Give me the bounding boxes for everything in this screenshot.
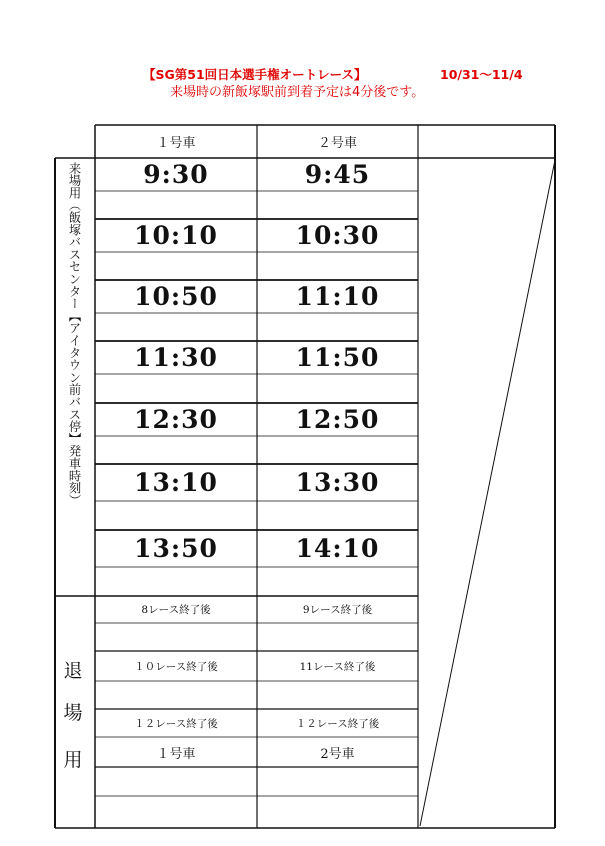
- departure-time-bus1: 13:10: [134, 468, 218, 497]
- departure-time-bus1: 12:30: [134, 405, 218, 434]
- arrival-section-label: 来場用（飯塚バスセンター【アイタウン前バス停】発車時刻）: [67, 162, 81, 507]
- departure-time-bus2: 11:50: [295, 343, 380, 372]
- arrival-note: 来場時の新飯塚駅前到着予定は4分後です。: [170, 85, 425, 100]
- event-title: 【SG第51回日本選手権オートレース】: [143, 67, 367, 82]
- exit-label-char: 用: [63, 749, 83, 771]
- exit-after-race-bus2: 11レース終了後: [299, 660, 376, 673]
- exit-label-char: 退: [63, 660, 83, 682]
- departure-time-bus2: 14:10: [295, 534, 380, 563]
- exit-bus1-label: １号車: [156, 746, 196, 762]
- departure-time-bus2: 11:10: [295, 282, 380, 311]
- departure-time-bus2: 12:50: [295, 405, 380, 434]
- col-header-bus2: ２号車: [317, 136, 357, 151]
- departure-time-bus1: 9:30: [143, 160, 209, 189]
- departure-time-bus1: 10:50: [134, 282, 218, 311]
- departure-time-bus1: 13:50: [134, 534, 218, 563]
- departure-time-bus1: 10:10: [134, 221, 218, 250]
- exit-bus2-label: 2号車: [320, 746, 355, 762]
- exit-after-race-bus2: 9レース終了後: [302, 604, 373, 616]
- exit-label-char: 場: [63, 702, 83, 724]
- event-dates: 10/31～11/4: [440, 67, 523, 82]
- departure-time-bus2: 13:30: [295, 468, 380, 497]
- departure-time-bus1: 11:30: [134, 343, 218, 372]
- col-header-bus1: １号車: [156, 136, 196, 151]
- exit-after-race-bus2: １２レース終了後: [295, 717, 380, 730]
- departure-time-bus2: 9:45: [304, 160, 371, 189]
- exit-after-race-bus1: １２レース終了後: [134, 717, 218, 730]
- departure-time-bus2: 10:30: [295, 221, 380, 250]
- exit-after-race-bus1: １０レース終了後: [134, 660, 218, 673]
- exit-after-race-bus1: 8レース終了後: [141, 604, 211, 616]
